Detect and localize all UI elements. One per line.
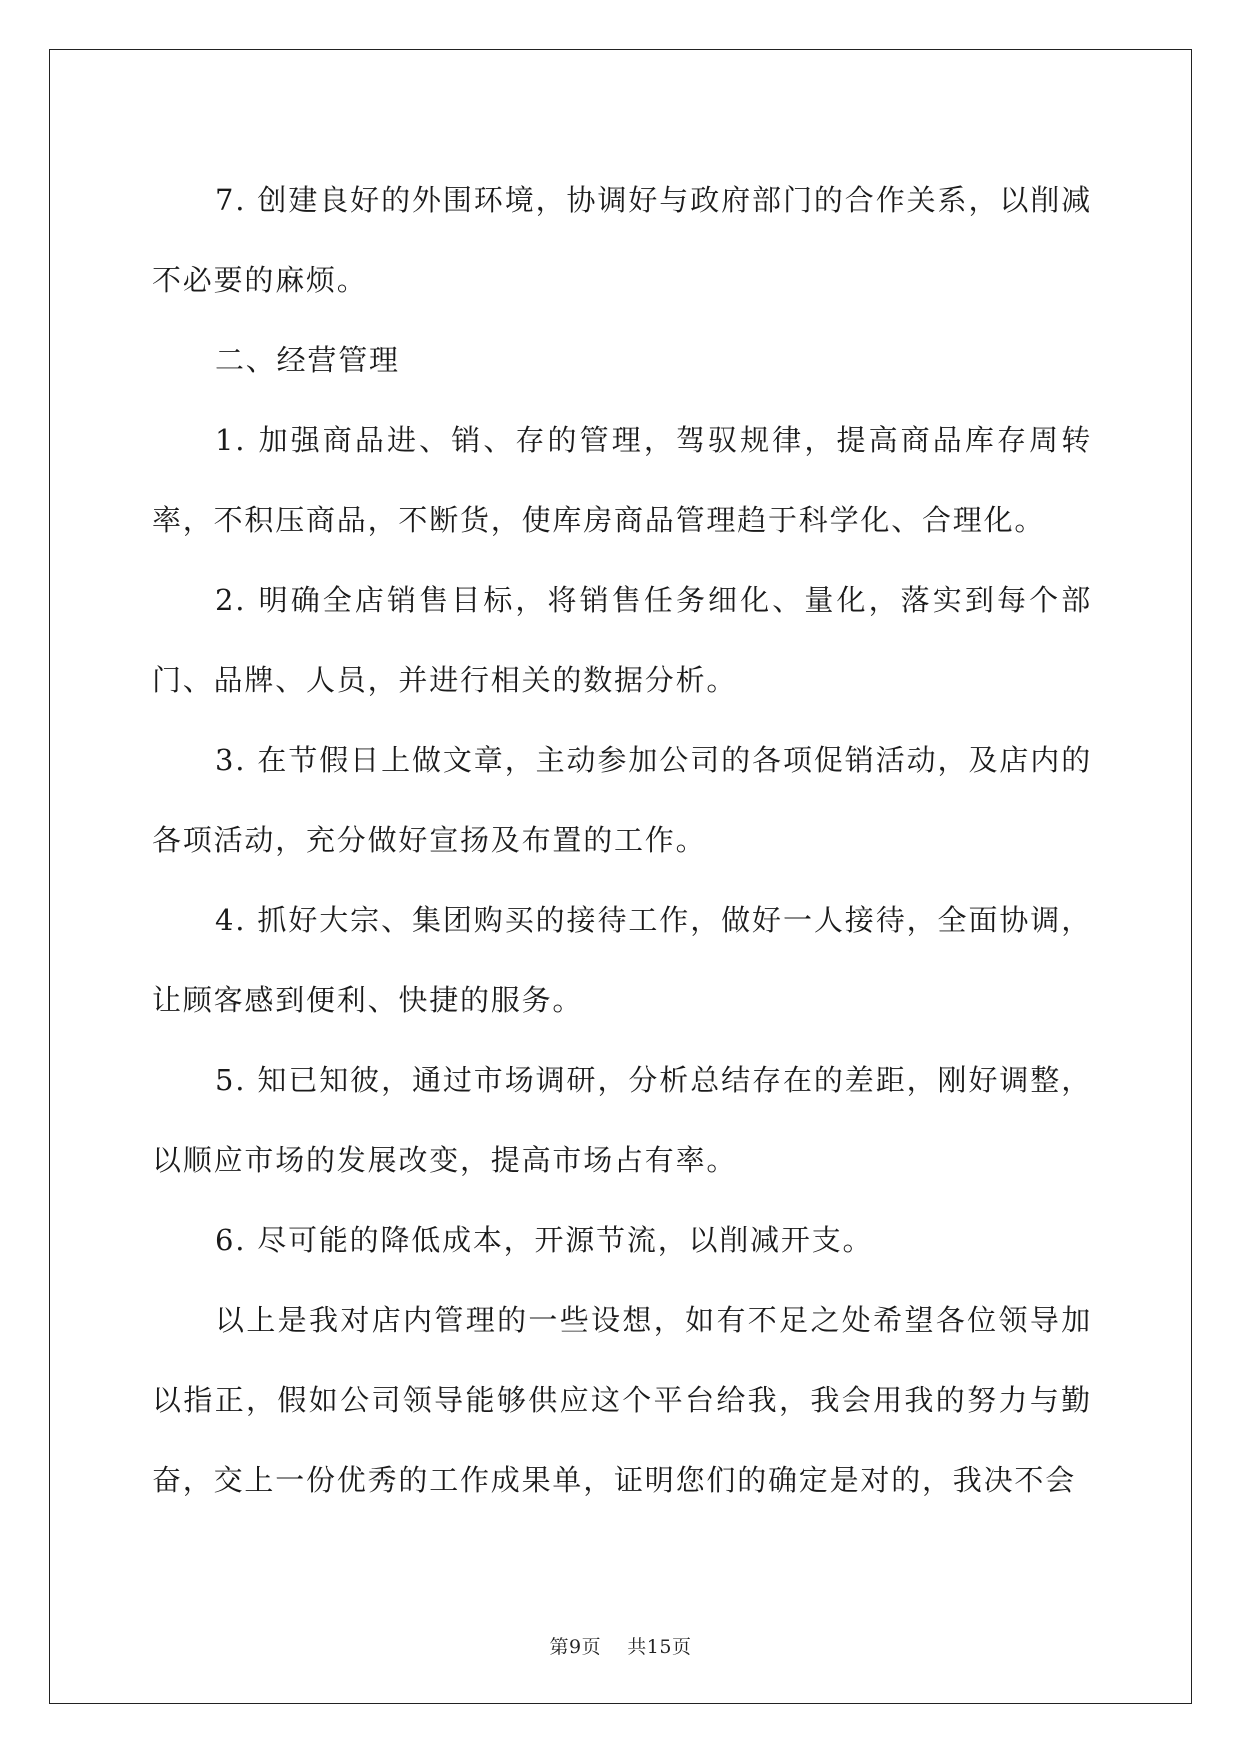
paragraph-6-cost-reduction: 6. 尽可能的降低成本，开源节流，以削减开支。 — [215, 1223, 874, 1257]
current-page-label: 第9页 — [549, 1636, 602, 1658]
paragraph-4-group-purchase: 4. 抓好大宗、集团购买的接待工作，做好一人接待，全面协调，让顾客感到便利、快捷的服务。 — [152, 903, 1092, 1017]
paragraph-2-sales-targets: 2. 明确全店销售目标，将销售任务细化、量化，落实到每个部门、品牌、人员，并进行相关的数据分析。 — [152, 583, 1092, 697]
paragraph-3-holiday-promotions: 3. 在节假日上做文章，主动参加公司的各项促销活动，及店内的各项活动，充分做好宣扬及布置的工作。 — [152, 743, 1092, 857]
page-footer — [0, 1632, 1241, 1659]
paragraph-7-environment: 7. 创建良好的外围环境，协调好与政府部门的合作关系，以削减不必要的麻烦。 — [152, 183, 1092, 297]
paragraph-1-inventory: 1. 加强商品进、销、存的管理，驾驭规律，提高商品库存周转率，不积压商品，不断货，使库房商品管理趋于科学化、合理化。 — [152, 423, 1092, 537]
paragraph-closing: 以上是我对店内管理的一些设想，如有不足之处希望各位领导加以指正，假如公司领导能够供应这个平台给我，我会用我的努力与勤奋，交上一份优秀的工作成果单，证明您们的确定是对的，我决不会 — [152, 1303, 1092, 1497]
section-heading-operations: 二、经营管理 — [215, 343, 400, 377]
document-body — [152, 160, 1092, 1520]
paragraph-5-market-research: 5. 知已知彼，通过市场调研，分析总结存在的差距，刚好调整，以顺应市场的发展改变，提高市场占有率。 — [152, 1063, 1092, 1177]
total-pages-label: 共15页 — [627, 1636, 692, 1658]
